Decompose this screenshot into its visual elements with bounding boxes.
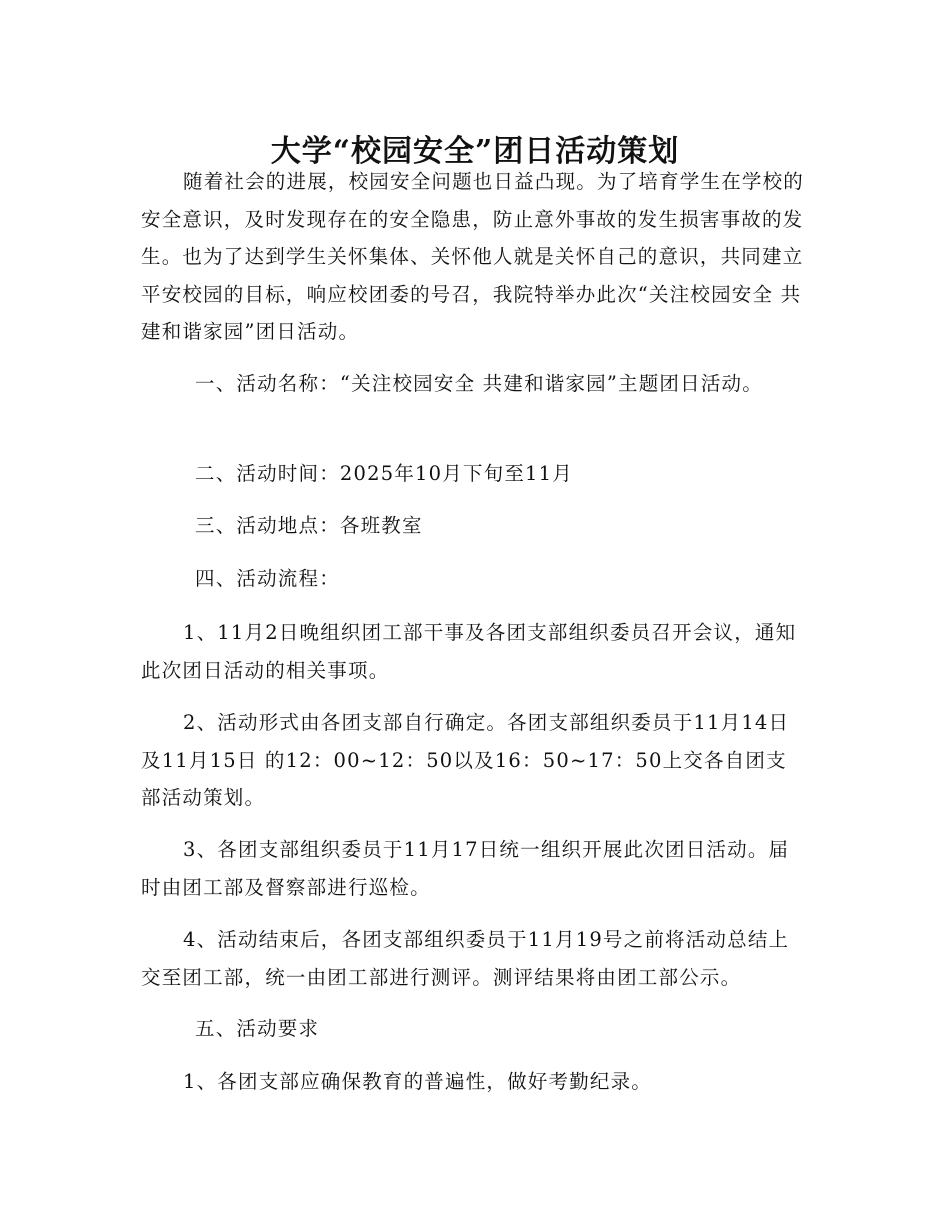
requirement-1: 1、各团支部应确保教育的普遍性，做好考勤纪录。 [183,1070,653,1093]
process-step-1: 1、11月2日晚组织团工部干事及各团支部组织委员召开会议，通知此次团日活动的相关事项。 [141,621,797,682]
process-step-3: 3、各团支部组织委员于11月17日统一组织开展此次团日活动。届时由团工部及督察部进行巡检。 [141,838,790,899]
intro-paragraph: 随着社会的进展，校园安全问题也日益凸现。为了培育学生在学校的安全意识，及时发现存在的安全隐患，防止意外事故的发生损害事故的发生。也为了达到学生关怀集体、关怀他人就是关怀自己的意识，共同建立平安校园的目标，响应校团委的号召，我院特举办此次“关注校园安全 共建和谐家园”团日活动。 [141,170,805,343]
document-title: 大学“校园安全”团日活动策划 [270,134,680,170]
section-activity-time: 二、活动时间：2025年10月下旬至11月 [195,462,573,485]
process-step-4: 4、活动结束后，各团支部组织委员于11月19号之前将活动总结上交至团工部，统一由团工部进行测评。测评结果将由团工部公示。 [141,928,790,989]
section-activity-requirements: 五、活动要求 [195,1017,320,1040]
section-activity-name: 一、活动名称：“关注校园安全 共建和谐家园”主题团日活动。 [195,372,763,395]
process-step-2: 2、活动形式由各团支部自行确定。各团支部组织委员于11月14日及11月15日 的12：00~12：50以及16：50~17：50上交各自团支部活动策划。 [141,711,790,809]
section-activity-location: 三、活动地点：各班教室 [195,514,423,537]
section-activity-process: 四、活动流程： [195,567,340,590]
